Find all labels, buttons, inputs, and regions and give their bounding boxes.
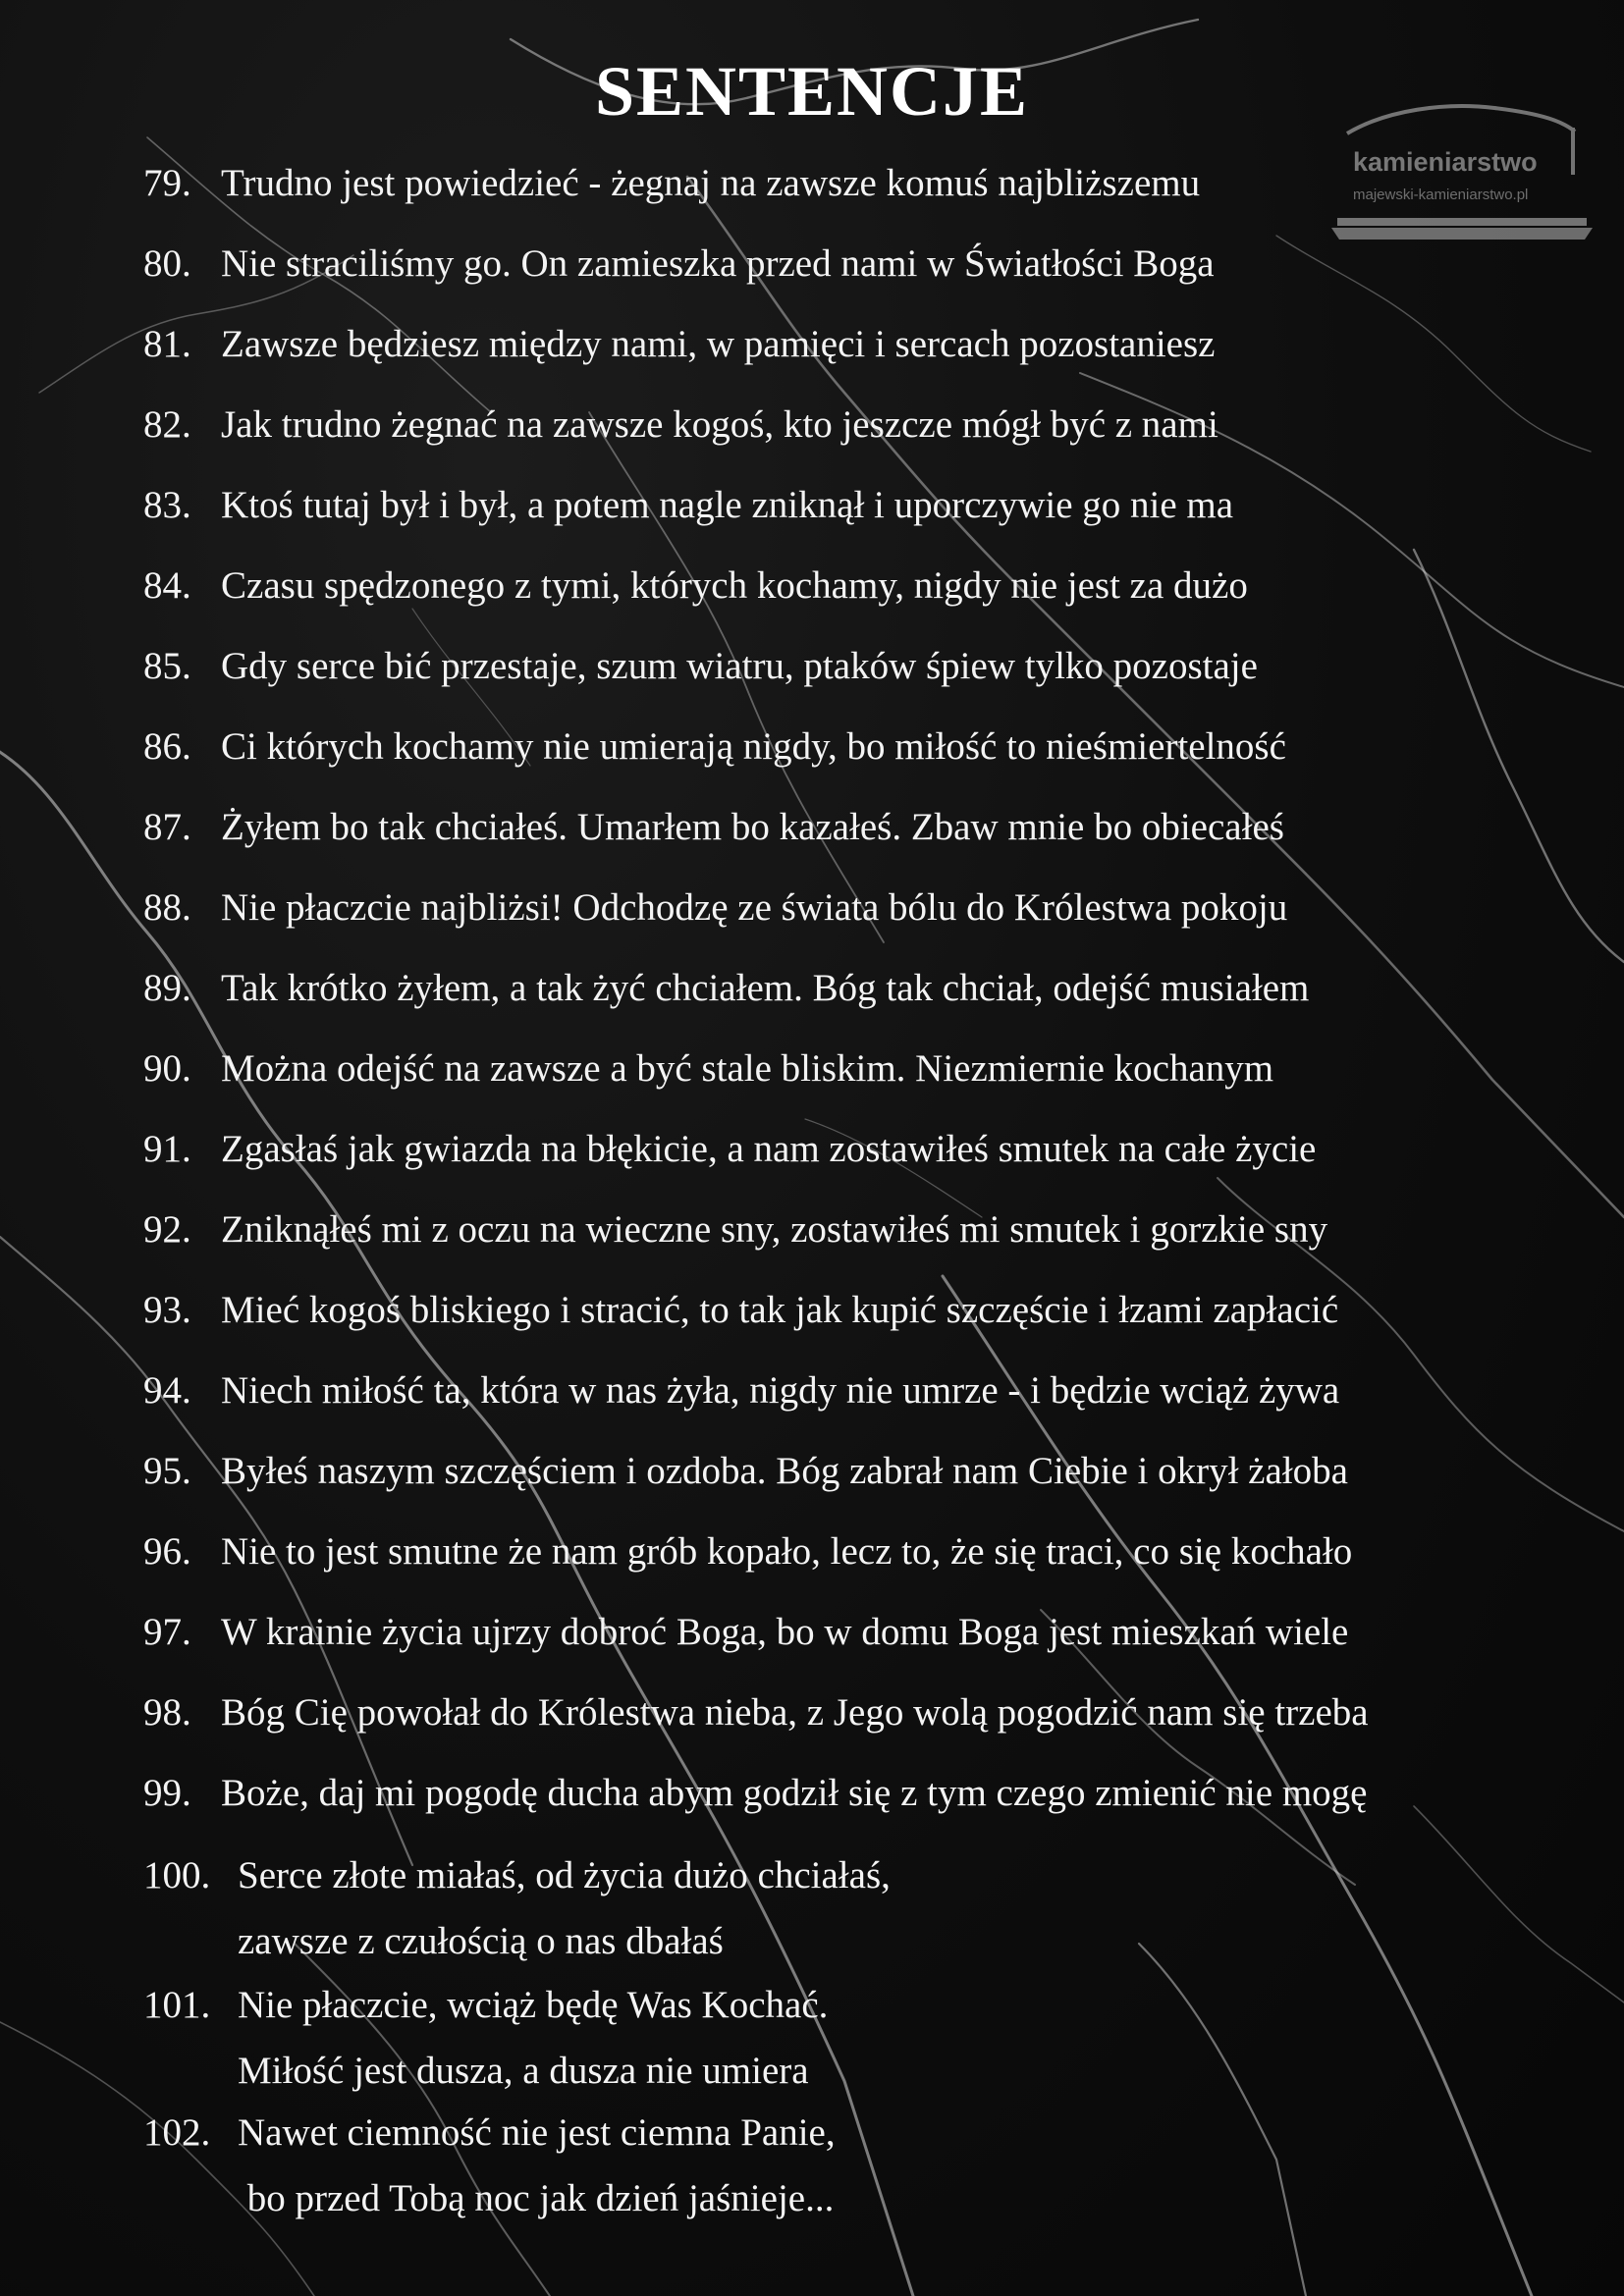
sentence-number: 82. <box>143 403 191 446</box>
page-title: SENTENCJE <box>594 52 1030 131</box>
sentence-text: Boże, daj mi pogodę ducha abym godził się z tym czego zmienić nie mogę <box>221 1772 1368 1814</box>
company-logo-watermark <box>1327 102 1595 247</box>
sentence-number: 88. <box>143 886 191 929</box>
sentence-text-continuation: zawsze z czułością o nas dbałaś <box>238 1920 724 1962</box>
sentence-number: 89. <box>143 967 191 1009</box>
sentence-text: Ci których kochamy nie umierają nigdy, bo miłość to nieśmiertelność <box>221 725 1286 768</box>
sentence-text: Żyłem bo tak chciałeś. Umarłem bo kazałeś. Zbaw mnie bo obiecałeś <box>221 806 1284 848</box>
sentence-number: 84. <box>143 564 191 607</box>
sentence-text: Nie to jest smutne że nam grób kopało, lecz to, że się traci, co się kochało <box>221 1530 1353 1573</box>
sentence-number: 91. <box>143 1128 191 1170</box>
sentence-text: Zawsze będziesz między nami, w pamięci i sercach pozostaniesz <box>221 323 1216 365</box>
sentence-text: Serce złote miałaś, od życia dużo chciałaś, <box>238 1854 891 1896</box>
sentence-text: Można odejść na zawsze a być stale bliskim. Niezmiernie kochanym <box>221 1047 1274 1090</box>
sentence-number: 101. <box>143 1984 211 2026</box>
sentence-text: Zniknąłeś mi z oczu na wieczne sny, zostawiłeś mi smutek i gorzkie sny <box>221 1208 1328 1251</box>
sentence-text-continuation: Miłość jest dusza, a dusza nie umiera <box>238 2050 809 2092</box>
sentence-number: 90. <box>143 1047 191 1090</box>
sentence-number: 80. <box>143 242 191 285</box>
sentence-number: 98. <box>143 1691 191 1734</box>
sentence-text: Gdy serce bić przestaje, szum wiatru, ptaków śpiew tylko pozostaje <box>221 645 1258 687</box>
sentence-text: Byłeś naszym szczęściem i ozdoba. Bóg zabrał nam Ciebie i okrył żałoba <box>221 1450 1348 1492</box>
sentence-number: 94. <box>143 1369 191 1412</box>
sentence-text: Zgasłaś jak gwiazda na błękicie, a nam zostawiłeś smutek na całe życie <box>221 1128 1317 1170</box>
sentence-number: 97. <box>143 1611 191 1653</box>
sentence-number: 102. <box>143 2111 211 2154</box>
sentence-text-continuation: bo przed Tobą noc jak dzień jaśnieje... <box>238 2177 835 2219</box>
sentence-number: 92. <box>143 1208 191 1251</box>
logo-url-text: majewski-kamieniarstwo.pl <box>1353 187 1529 203</box>
sentence-text: W krainie życia ujrzy dobroć Boga, bo w domu Boga jest mieszkań wiele <box>221 1611 1349 1653</box>
sentence-number: 85. <box>143 645 191 687</box>
sentence-text: Nie straciliśmy go. On zamieszka przed nami w Światłości Boga <box>221 242 1215 285</box>
sentence-number: 86. <box>143 725 191 768</box>
sentence-text: Mieć kogoś bliskiego i stracić, to tak jak kupić szczęście i łzami zapłacić <box>221 1289 1339 1331</box>
sentence-number: 100. <box>143 1854 211 1896</box>
sentence-number: 83. <box>143 484 191 526</box>
sentence-text: Bóg Cię powołał do Królestwa nieba, z Jego wolą pogodzić nam się trzeba <box>221 1691 1369 1734</box>
sentence-number: 95. <box>143 1450 191 1492</box>
sentence-text: Nie płaczcie najbliżsi! Odchodzę ze świata bólu do Królestwa pokoju <box>221 886 1288 929</box>
sentence-text: Jak trudno żegnać na zawsze kogoś, kto jeszcze mógł być z nami <box>221 403 1218 446</box>
sentence-number: 87. <box>143 806 191 848</box>
sentence-text: Nie płaczcie, wciąż będę Was Kochać. <box>238 1984 829 2026</box>
sentence-number: 81. <box>143 323 191 365</box>
sentence-text: Czasu spędzonego z tymi, których kochamy, nigdy nie jest za dużo <box>221 564 1248 607</box>
sentence-number: 99. <box>143 1772 191 1814</box>
sentence-number: 96. <box>143 1530 191 1573</box>
sentence-text: Ktoś tutaj był i był, a potem nagle zniknął i uporczywie go nie ma <box>221 484 1234 526</box>
sentence-text: Trudno jest powiedzieć - żegnaj na zawsze komuś najbliższemu <box>221 162 1201 204</box>
sentence-text: Tak krótko żyłem, a tak żyć chciałem. Bóg tak chciał, odejść musiałem <box>221 967 1310 1009</box>
sentence-text: Niech miłość ta, która w nas żyła, nigdy nie umrze - i będzie wciąż żywa <box>221 1369 1340 1412</box>
sentence-number: 93. <box>143 1289 191 1331</box>
sentence-number: 79. <box>143 162 191 204</box>
sentence-text: Nawet ciemność nie jest ciemna Panie, <box>238 2111 836 2154</box>
logo-brand-text: kamieniarstwo <box>1353 147 1538 177</box>
